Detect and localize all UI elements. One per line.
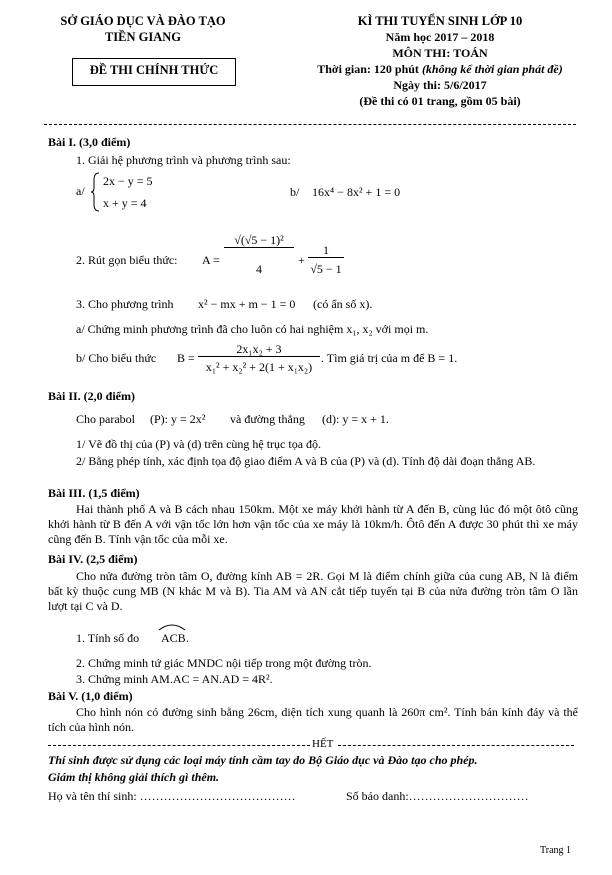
quartic-equation: 16x⁴ − 8x² + 1 = 0 (312, 185, 401, 199)
official-label: ĐỀ THI CHÍNH THỨC (89, 63, 219, 77)
question-text: 3. Chứng minh AM.AC = AN.AD = 4R². (76, 672, 273, 686)
fraction-numerator: 1 (308, 243, 344, 258)
system-brace (91, 172, 101, 212)
system-eq-1: 2x − y = 5 (103, 174, 153, 188)
question-text: a/ Chứng minh phương trình đã cho luôn có hai nghiệm x₁, x₂ với mọi m. (76, 322, 429, 336)
punctuation: . (186, 631, 189, 645)
question-note: (có ẩn số x). (313, 297, 373, 311)
header-divider (44, 124, 576, 125)
line-equation: (d): y = x + 1. (322, 412, 389, 426)
end-divider-left (48, 745, 310, 746)
question-label: b/ (290, 185, 300, 199)
fraction-denominator: 4 (256, 262, 262, 276)
time-label: Thời gian: 120 phút (317, 62, 419, 76)
question-text: 2/ Bằng phép tính, xác định tọa độ giao điểm A và B của (P) và (d). Tính độ dài đoạn thẳng AB. (76, 454, 536, 468)
section-title: Bài I. (3,0 điểm) (48, 135, 131, 149)
system-eq-2: x + y = 4 (103, 196, 147, 210)
plus-sign: + (298, 253, 305, 267)
question-label: a/ (76, 184, 85, 198)
question-text: Cho parabol (76, 412, 135, 426)
fraction-numerator: 2x₁x₂ + 3 (198, 342, 320, 357)
exam-date: Ngày thi: 5/6/2017 (393, 78, 487, 92)
quadratic-equation: x² − mx + m − 1 = 0 (198, 297, 296, 311)
end-divider-right (338, 745, 574, 746)
proctor-note: Giám thị không giải thích gì thêm. (48, 770, 220, 784)
section-title: Bài II. (2,0 điểm) (48, 389, 135, 403)
calculator-note: Thí sinh được sử dụng các loại máy tính cầm tay do Bộ Giáo dục và Đào tạo cho phép. (48, 753, 478, 767)
question-text: . Tìm giá trị của m để B = 1. (321, 351, 458, 365)
pages-note: (Đề thi có 01 trang, gồm 05 bài) (359, 94, 521, 108)
province-name: TIỀN GIANG (104, 30, 182, 44)
question-text: 3. Cho phương trình (76, 297, 174, 311)
problem-text: Cho nửa đường tròn tâm O, đường kính AB = 2R. Gọi M là điểm chính giữa của cung AB, N là điểm bất kỳ thuộc cung MB (N khác M và B). Tia AM và AN cắt tiếp tuyến tại B của nửa đường tròn tâm O lần lượt tại C và D. (48, 569, 578, 613)
school-year: Năm học 2017 – 2018 (385, 30, 495, 44)
problem-text: Cho hình nón có đường sinh bằng 26cm, diện tích xung quanh là 260π cm². Tính bán kính đáy và thể tích của hình nón. (48, 705, 578, 734)
arc-label: ACB (161, 631, 186, 645)
expr-lhs: B = (177, 351, 195, 365)
question-text: và đường thẳng (230, 412, 305, 426)
parabola-equation: (P): y = 2x² (150, 412, 206, 426)
section-title: Bài III. (1,5 điểm) (48, 486, 140, 500)
exam-time (272, 62, 608, 76)
problem-text: Hai thành phố A và B cách nhau 150km. Một xe máy khởi hành từ A đến B, cùng lúc đó một ôtô cũng khởi hành từ B đến A với vận tốc lớn hơn vận tốc của xe máy là 10km/h. Ôtô đến A được 30 phút thì xe máy cũng đến B. Tính vận tốc của mỗi xe. (48, 502, 578, 546)
page-number: Trang 1 (540, 845, 572, 856)
expr-lhs: A = (202, 253, 220, 267)
arc-symbol (158, 623, 188, 631)
candidate-number-field: Số báo danh:………………………… (346, 789, 529, 803)
time-note: (không kể thời gian phát đề) (421, 62, 563, 76)
question-text: 1. Tính số đo (76, 631, 140, 645)
subject: MÔN THI: TOÁN (392, 46, 488, 60)
section-title: Bài V. (1,0 điểm) (48, 689, 133, 703)
question-text: b/ Cho biểu thức (76, 351, 157, 365)
fraction-denominator: x₁² + x₂² + 2(1 + x₁x₂) (205, 360, 313, 374)
fraction-numerator: √(√5 − 1)² (224, 233, 294, 248)
candidate-name-field: Họ và tên thí sinh: ………………………………… (48, 789, 296, 803)
exam-title: KÌ THI TUYỂN SINH LỚP 10 (357, 14, 523, 28)
department-name: SỞ GIÁO DỤC VÀ ĐÀO TẠO (60, 14, 226, 28)
question-text: 1/ Vẽ đồ thị của (P) và (d) trên cùng hệ trục tọa độ. (76, 437, 322, 451)
question-text: 2. Chứng minh tứ giác MNDC nội tiếp trong một đường tròn. (76, 656, 372, 670)
fraction-denominator: √5 − 1 (310, 262, 342, 276)
question-text: 1. Giải hệ phương trình và phương trình sau: (76, 153, 291, 167)
end-mark: HẾT (312, 738, 334, 750)
question-text: 2. Rút gọn biểu thức: (76, 253, 178, 267)
section-title: Bài IV. (2,5 điểm) (48, 552, 138, 566)
